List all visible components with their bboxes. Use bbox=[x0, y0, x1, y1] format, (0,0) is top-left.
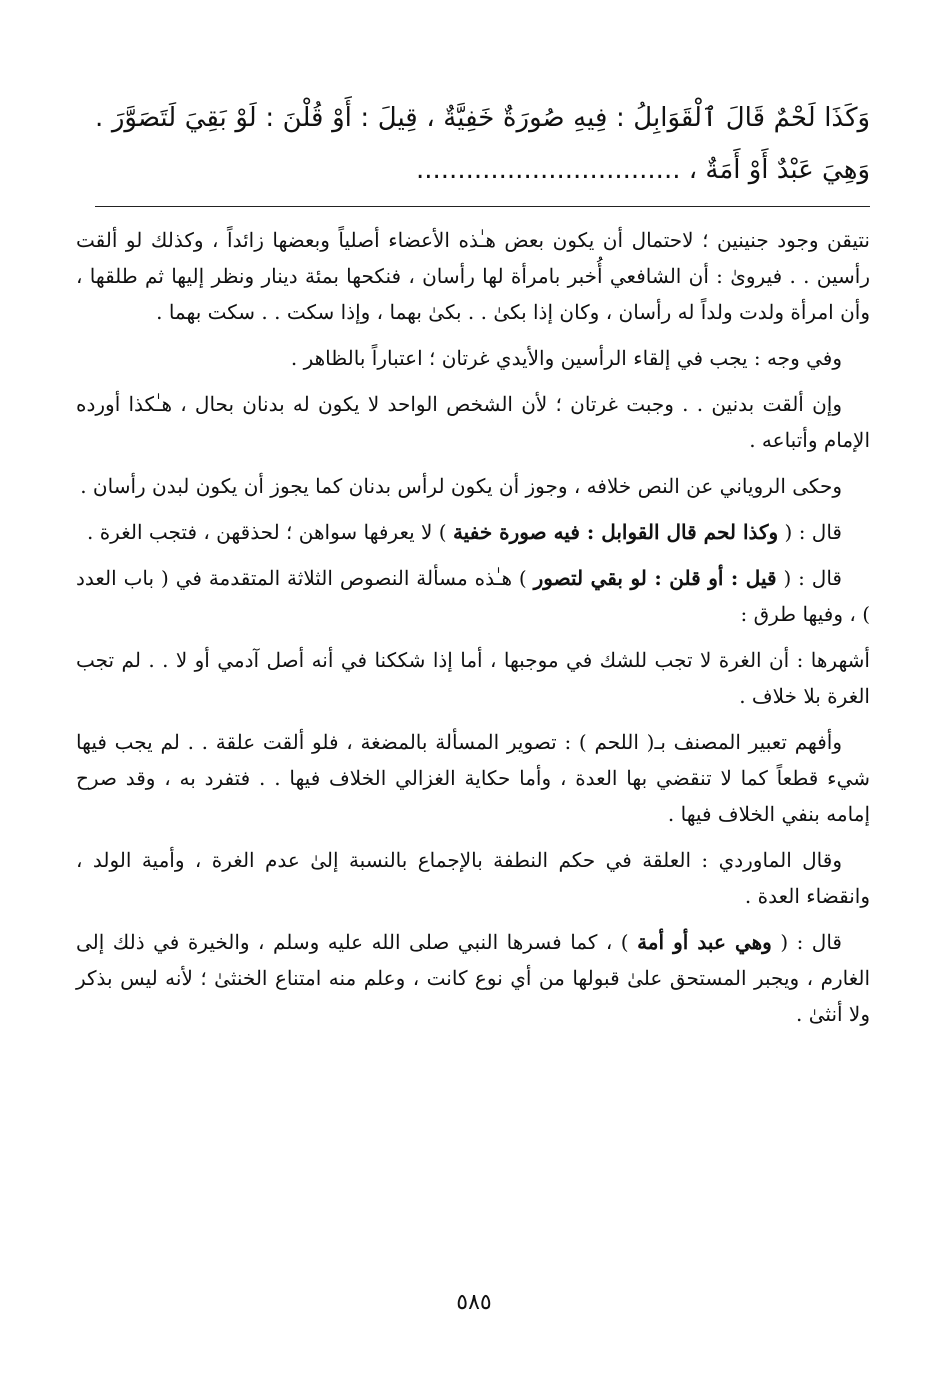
paragraph-text: وفي وجه : يجب في إلقاء الرأسين والأيدي غرتان ؛ اعتباراً بالظاهر . bbox=[290, 346, 842, 370]
paragraph-8 bbox=[76, 724, 870, 832]
matn-text-block bbox=[95, 92, 870, 196]
matn-text: وَكَذَا لَحْمٌ قَالَ ٱلْقَوَابِلُ : فِيهِ صُورَةٌ خَفِيَّةٌ ، قِيلَ : أَوْ قُلْنَ : لَوْ بَقِيَ لَتَصَوَّرَ . وَهِيَ عَبْدٌ أَوْ أَمَةٌ ، bbox=[95, 103, 870, 185]
paragraph-text: ) ، كما فسرها النبي صلى الله عليه وسلم ، والخيرة في ذلك إلى الغارم ، ويجبر المستحق علىٰ قبولها من أي نوع كانت ، وعلم منه امتناع الخنثىٰ ؛ لأنه ليس بذكر ولا أنثىٰ . bbox=[76, 930, 870, 1026]
paragraph-1 bbox=[76, 222, 870, 330]
paragraph-text: نتيقن وجود جنينين ؛ لاحتمال أن يكون بعض هـٰذه الأعضاء أصلياً وبعضها زائداً ، وكذلك لو ألقت رأسين . . فيروىٰ : أن الشافعي أُخبر بامرأة لها رأسان ، فنكحها بمئة دينار ونظر إليها ثم طلقها ، وأن امرأة ولدت ولداً له رأسان ، وكان إذا بكىٰ . . بكىٰ بهما ، وإذا سكت . . سكت بهما . bbox=[76, 228, 870, 324]
commentary-block bbox=[76, 222, 870, 1042]
paragraph-4 bbox=[76, 468, 870, 504]
paragraph-text: ) لا يعرفها سواهن ؛ لحذقهن ، فتجب الغرة . bbox=[86, 520, 453, 544]
paragraph-5 bbox=[76, 514, 870, 550]
page-number: ٥٨٥ bbox=[456, 1290, 492, 1315]
matn-dots: ................................ bbox=[416, 155, 681, 185]
paragraph-text: وأفهم تعبير المصنف بـ( اللحم ) : تصوير المسألة بالمضغة ، فلو ألقت علقة . . لم يجب فيها شيء قطعاً كما لا تنقضي بها العدة ، وأما حكاية الغزالي الخلاف فيها . . فتفرد به ، وقد صرح إمامه بنفي الخلاف فيها . bbox=[76, 730, 870, 826]
paragraph-3 bbox=[76, 386, 870, 458]
quote-prefix: قال : ( bbox=[776, 566, 842, 590]
paragraph-7 bbox=[76, 642, 870, 714]
quoted-matn: وكذا لحم قال القوابل : فيه صورة خفية bbox=[452, 520, 779, 544]
paragraph-9 bbox=[76, 842, 870, 914]
paragraph-2 bbox=[76, 340, 870, 376]
separator-line bbox=[95, 206, 870, 207]
paragraph-text: وإن ألقت بدنين . . وجبت غرتان ؛ لأن الشخص الواحد لا يكون له بدنان بحال ، هـٰكذا أورده الإمام وأتباعه . bbox=[76, 392, 870, 452]
quoted-matn: وهي عبد أو أمة bbox=[637, 930, 772, 954]
quote-prefix: قال : ( bbox=[771, 930, 842, 954]
quote-prefix: قال : ( bbox=[778, 520, 842, 544]
paragraph-10 bbox=[76, 924, 870, 1032]
paragraph-text: ) هـٰذه مسألة النصوص الثلاثة المتقدمة في ( باب العدد ) ، وفيها طرق : bbox=[76, 566, 870, 626]
paragraph-text: وقال الماوردي : العلقة في حكم النطفة بالإجماع بالنسبة إلىٰ عدم الغرة ، وأمية الولد ، وانقضاء العدة . bbox=[76, 848, 870, 908]
paragraph-text: أشهرها : أن الغرة لا تجب للشك في موجبها ، أما إذا شككنا في أنه أصل آدمي أو لا . . لم تجب الغرة بلا خلاف . bbox=[76, 648, 870, 708]
paragraph-text: وحكى الروياني عن النص خلافه ، وجوز أن يكون لرأس بدنان كما يجوز أن يكون لبدن رأسان . bbox=[80, 474, 842, 498]
paragraph-6 bbox=[76, 560, 870, 632]
quoted-matn: قيل : أو قلن : لو بقي لتصور bbox=[533, 566, 777, 590]
